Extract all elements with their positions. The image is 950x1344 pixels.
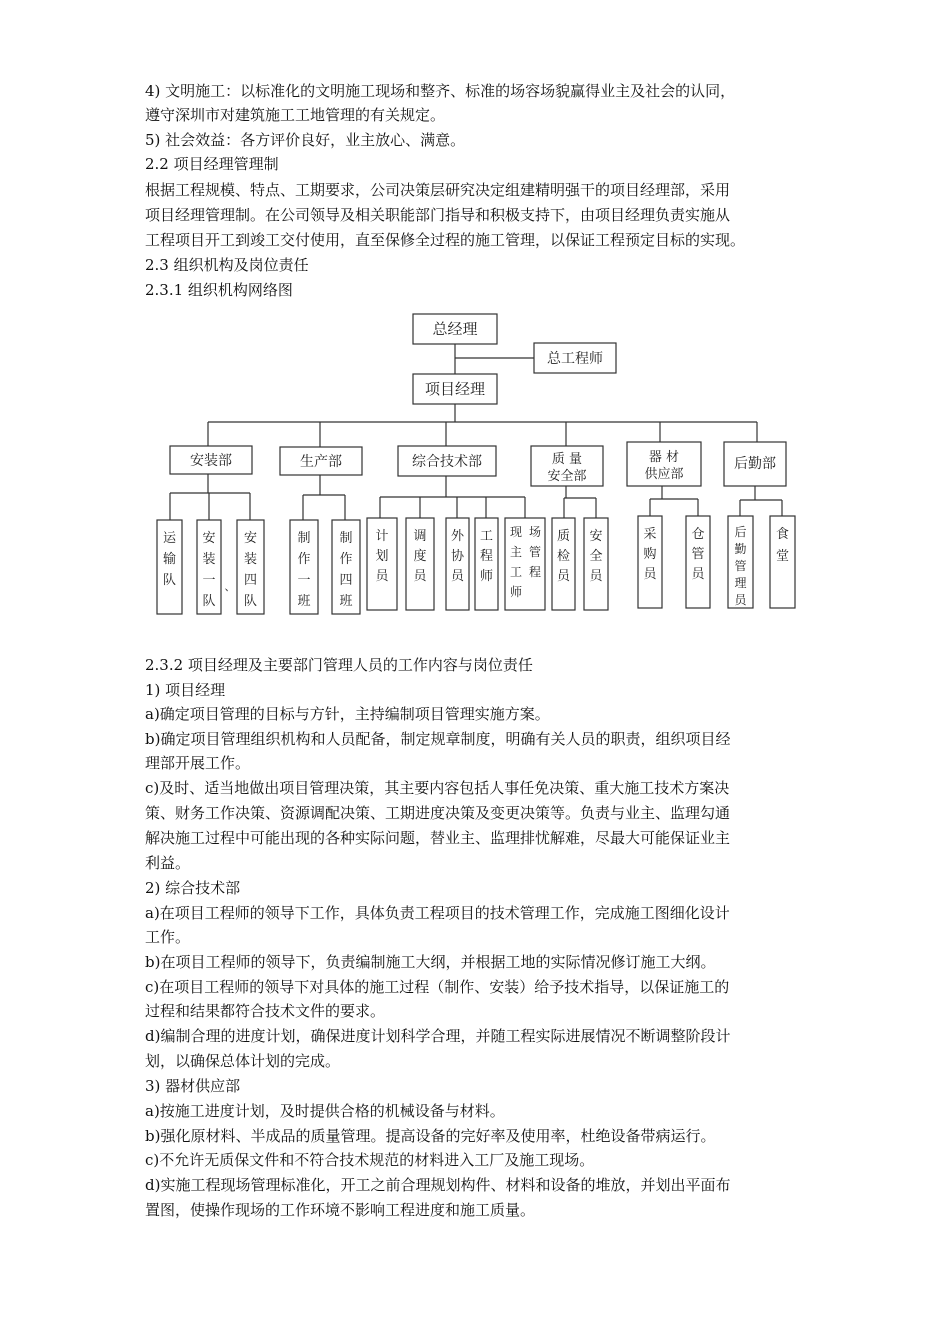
text-line: 项目经理管理制。在公司领导及相关职能部门指导和积极支持下，由项目经理负责实施从 (145, 206, 731, 224)
staff-dispatcher: 调度员 (413, 529, 427, 584)
dept-production: 生产部 (300, 454, 342, 470)
text-line: 遵守深圳市对建筑施工工地管理的有关规定。 (145, 106, 446, 124)
text-line: d)编制合理的进度计划，确保进度计划科学合理，并随工程实际进展情况不断调整阶段计 (145, 1027, 731, 1045)
staff-engineer: 工程师 (479, 529, 494, 584)
text-line: 理部开展工作。 (145, 754, 251, 772)
text-line: b)强化原材料、半成品的质量管理。提高设备的完好率及使用率，杜绝设备带病运行。 (145, 1127, 716, 1145)
staff-quality-inspector: 质检员 (556, 529, 571, 584)
dept-technical: 综合技术部 (412, 454, 482, 470)
section-heading: 2.2 项目经理管理制 (145, 155, 279, 173)
text-line: 利益。 (145, 854, 191, 872)
stray-mark: 、 (224, 580, 236, 593)
text-line: c)不允许无质保文件和不符合技术规范的材料进入工厂及施工现场。 (145, 1151, 595, 1169)
text-line: c)在项目工程师的领导下对具体的施工过程（制作、安装）给予技术指导，以保证施工的 (145, 978, 730, 996)
staff-install-team-1: 安装一队 (202, 531, 216, 609)
staff-purchaser: 采购员 (643, 527, 657, 582)
text-line: 策、财务工作决策、资源调配决策、工期进度决策及变更决策等。负责与业主、监理勾通 (145, 804, 731, 822)
staff-fab-team-4: 制作四班 (339, 531, 353, 609)
text-line: d)实施工程现场管理标准化，开工之前合理规划构件、材料和设备的堆放，并划出平面布 (145, 1176, 731, 1194)
section-heading: 2.3.2 项目经理及主要部门管理人员的工作内容与岗位责任 (145, 656, 533, 674)
staff-fab-team-1: 制作一班 (297, 531, 311, 609)
dept-installation: 安装部 (190, 453, 232, 469)
text-line: 划，以确保总体计划的完成。 (145, 1052, 341, 1070)
dept-quality-line2: 安全部 (547, 469, 587, 484)
staff-warehouse-keeper: 仓管员 (691, 527, 705, 582)
text-line: 置图，使操作现场的工作环境不影响工程进度和施工质量。 (145, 1201, 536, 1219)
text-line: 工作。 (145, 928, 191, 946)
text-line: 过程和结果都符合技术文件的要求。 (145, 1002, 386, 1020)
text-line: a)确定项目管理的目标与方针，主持编制项目管理实施方案。 (145, 705, 550, 723)
text-line: b)在项目工程师的领导下，负责编制施工大纲，并根据工地的实际情况修订施工大纲。 (145, 953, 716, 971)
staff-transport: 运输队 (162, 531, 177, 588)
staff-site-chief-engineer: 现 场主 管工 程师 (509, 525, 542, 599)
org-chart (145, 305, 805, 625)
staff-logistics-admin: 后勤管理员 (734, 525, 747, 607)
staff-coordinator: 外协员 (450, 529, 465, 584)
section-heading: 3) 器材供应部 (145, 1077, 241, 1095)
dept-quality-line1: 质 量 (551, 452, 583, 467)
text-line: a)按施工进度计划，及时提供合格的机械设备与材料。 (145, 1102, 505, 1120)
org-node-chief-engineer: 总工程师 (547, 351, 603, 367)
text-line: b)确定项目管理组织机构和人员配备，制定规章制度，明确有关人员的职责，组织项目经 (145, 730, 731, 748)
staff-safety-officer: 安全员 (589, 529, 603, 584)
text-line: 4) 文明施工：以标准化的文明施工现场和整齐、标准的场容场貌赢得业主及社会的认同， (145, 82, 736, 100)
section-heading: 1) 项目经理 (145, 681, 226, 699)
dept-logistics: 后勤部 (734, 456, 776, 472)
text-line: 5) 社会效益：各方评价良好，业主放心、满意。 (145, 131, 466, 149)
text-line: a)在项目工程师的领导下工作，具体负责工程项目的技术管理工作，完成施工图细化设计 (145, 904, 730, 922)
text-line: 根据工程规模、特点、工期要求，公司决策层研究决定组建精明强干的项目经理部，采用 (145, 181, 731, 199)
staff-canteen: 食堂 (775, 527, 790, 564)
section-heading: 2) 综合技术部 (145, 879, 241, 897)
section-heading: 2.3.1 组织机构网络图 (145, 281, 293, 299)
text-line: c)及时、适当地做出项目管理决策，其主要内容包括人事任免决策、重大施工技术方案决 (145, 779, 730, 797)
staff-planner: 计划员 (375, 529, 389, 584)
staff-install-team-4: 安装四队 (243, 531, 258, 609)
org-node-general-manager: 总经理 (432, 320, 478, 338)
dept-supply-line1: 器 材 (648, 450, 680, 465)
dept-supply-line2: 供应部 (644, 467, 684, 482)
section-heading: 2.3 组织机构及岗位责任 (145, 256, 309, 274)
org-node-project-manager: 项目经理 (424, 380, 486, 398)
text-line: 工程项目开工到竣工交付使用，直至保修全过程的施工管理，以保证工程预定目标的实现。 (145, 231, 746, 249)
text-line: 解决施工过程中可能出现的各种实际问题，替业主、监理排忧解难，尽最大可能保证业主 (145, 829, 731, 847)
